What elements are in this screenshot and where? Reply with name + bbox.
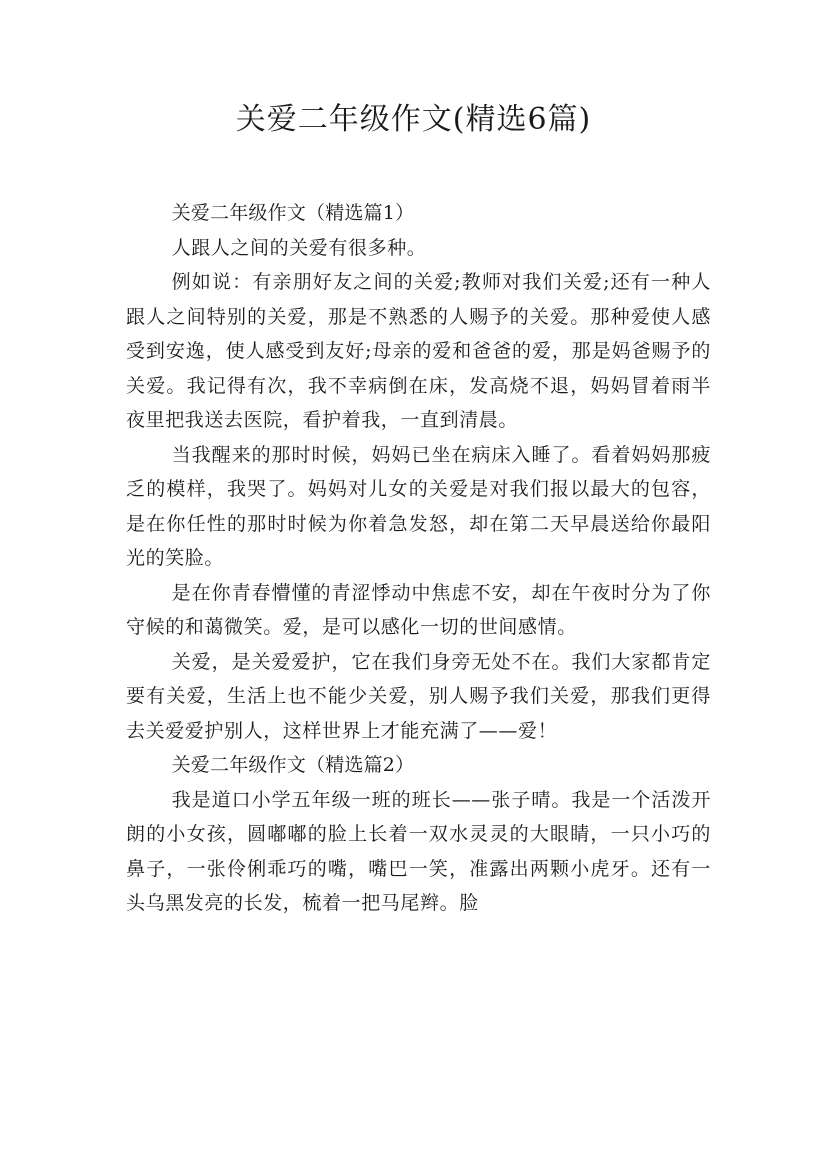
paragraph: 当我醒来的那时时候，妈妈已坐在病床入睡了。看着妈妈那疲乏的模样，我哭了。妈妈对儿女的关爱是对我们报以最大的包容，是在你任性的那时时候为你着急发怒，却在第二天早晨送给你最阳光的笑脸。	[126, 443, 711, 569]
paragraph: 我是道口小学五年级一班的班长——张子晴。我是一个活泼开朗的小女孩，圆嘟嘟的脸上长着一双水灵灵的大眼睛，一只小巧的鼻子，一张伶俐乖巧的嘴，嘴巴一笑，准露出两颗小虎牙。还有一头乌黑发亮的长发，梳着一把马尾辫。脸	[126, 788, 711, 914]
document-title: 关爱二年级作文(精选6篇)	[235, 102, 592, 137]
paragraph: 关爱，是关爱爱护，它在我们身旁无处不在。我们大家都肯定要有关爱，生活上也不能少关爱，别人赐予我们关爱，那我们更得去关爱爱护别人，这样世界上才能充满了——爱！	[126, 650, 711, 742]
section-heading-1: 关爱二年级作文（精选篇1）	[171, 202, 415, 224]
paragraph: 例如说：有亲朋好友之间的关爱;教师对我们关爱;还有一种人跟人之间特别的关爱，那是不熟悉的人赐予的关爱。那种爱使人感受到安逸，使人感受到友好;母亲的爱和爸爸的爱，那是妈爸赐予的关爱。我记得有次，我不幸病倒在床，发高烧不退，妈妈冒着雨半夜里把我送去医院，看护着我，一直到清晨。	[126, 271, 711, 431]
section-heading-2: 关爱二年级作文（精选篇2）	[171, 754, 415, 776]
document-body	[126, 196, 711, 921]
paragraph: 是在你青春懵懂的青涩悸动中焦虑不安，却在午夜时分为了你守候的和蔼微笑。爱，是可以感化一切的世间感情。	[126, 581, 711, 638]
paragraph: 人跟人之间的关爱有很多种。	[171, 236, 427, 259]
